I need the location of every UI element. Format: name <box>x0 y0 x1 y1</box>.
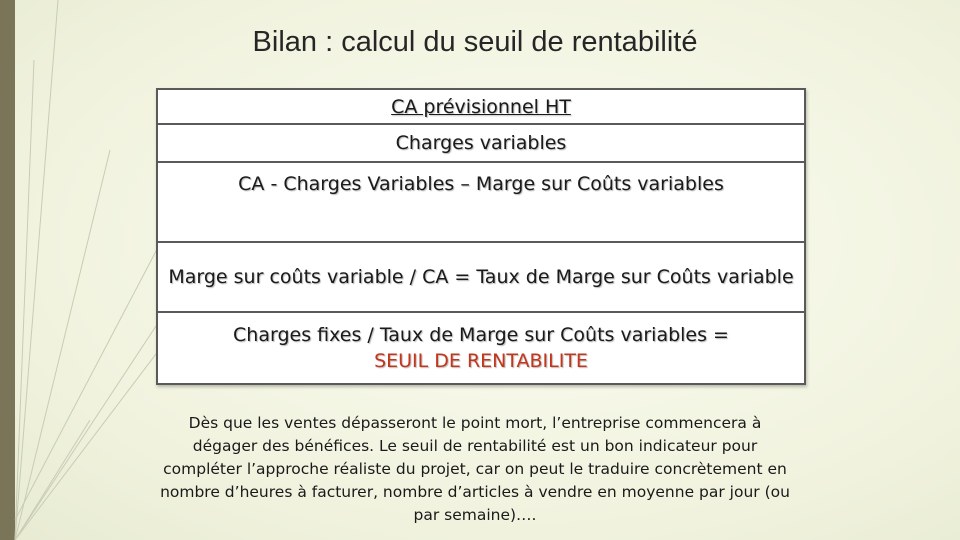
table-cell-seuil-formula <box>157 312 805 384</box>
formula-table <box>156 88 806 385</box>
table-row <box>157 312 805 384</box>
table-cell-charges-variables: Charges variables <box>157 124 805 162</box>
table-row <box>157 124 805 162</box>
slide-title: Bilan : calcul du seuil de rentabilité <box>252 26 698 58</box>
table-row <box>157 242 805 312</box>
explanatory-note: Dès que les ventes dépasseront le point mort, l’entreprise commencera à dégager des bénéfices. Le seuil de rentabilité est un bon indicateur pour compléter l’approche réaliste du projet, car on peut le traduire concrètement en nombre d’heures à facturer, nombre d’articles à vendre en moyenne par jour (ou par semaine)…. <box>160 414 790 524</box>
seuil-formula-text: Charges fixes / Taux de Marge sur Coûts variables = <box>233 324 729 346</box>
seuil-result-label: SEUIL DE RENTABILITE <box>374 350 588 372</box>
table-row <box>157 89 805 124</box>
table-cell-marge-sur-couts: CA - Charges Variables – Marge sur Coûts variables <box>157 162 805 242</box>
table-row <box>157 162 805 242</box>
table-cell-ca-previsionnel: CA prévisionnel HT <box>157 89 805 124</box>
table-cell-taux-de-marge: Marge sur coûts variable / CA = Taux de Marge sur Coûts variable <box>157 242 805 312</box>
